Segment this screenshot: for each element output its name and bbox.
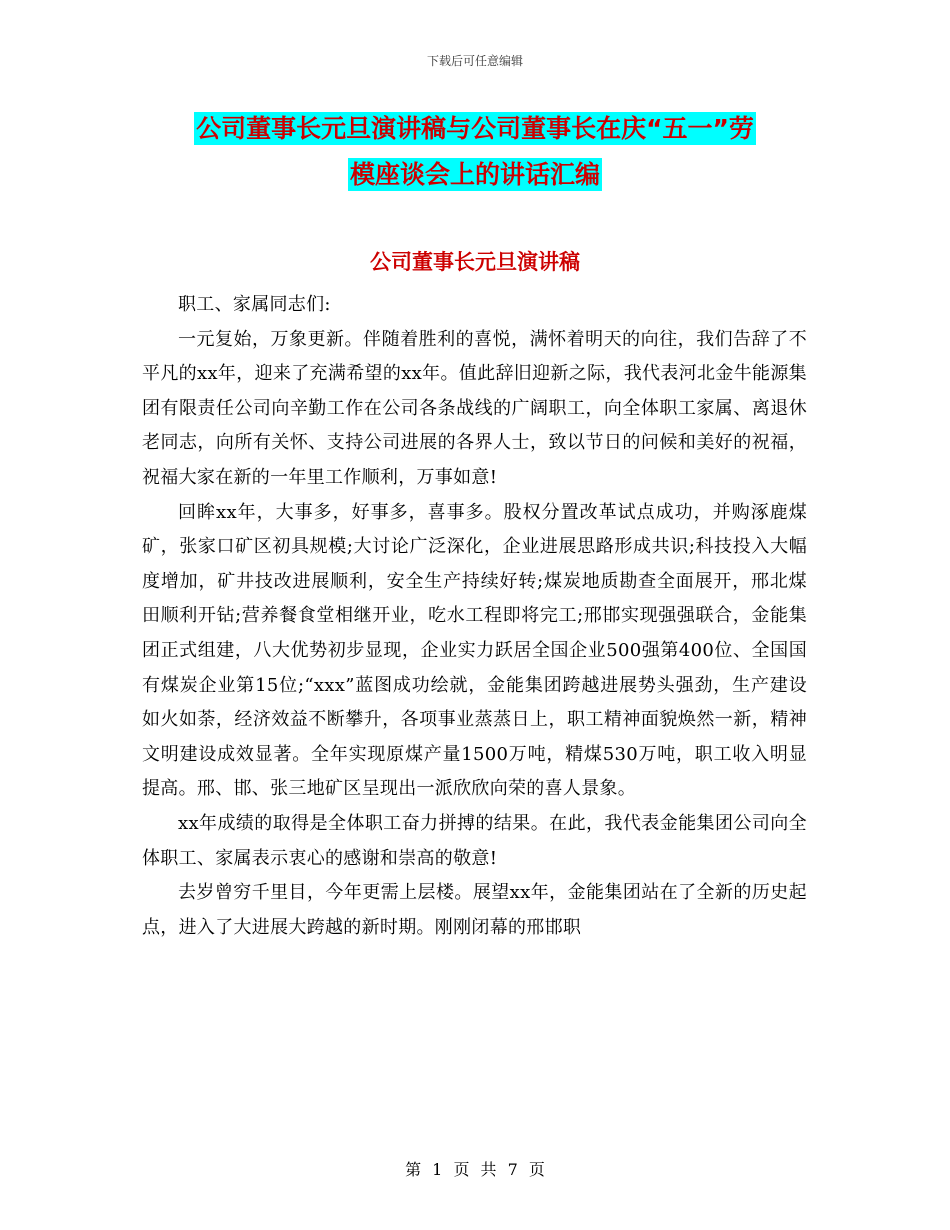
page-footer: 第 1 页 共 7 页 [405, 1160, 545, 1179]
page-header-note: 下载后可任意编辑 [426, 54, 523, 68]
paragraph-salutation: 职工、家属同志们: [178, 294, 331, 315]
paragraph: 回眸xx年，大事多，好事多，喜事多。股权分置改革试点成功，并购涿鹿煤矿，张家口矿区初具规模;大讨论广泛深化，企业进展思路形成共识;科技投入大幅度增加，矿井技改进展顺利，安全生产持续好转;煤炭地质勘查全面展开，邢北煤田顺利开钻;营养餐食堂相继开业，吃水工程即将完工;邢邯实现强强联合，金能集团正式组建，八大优势初步显现，企业实力跃居全国企业500强第400位、全国国有煤炭企业第15位;“xxx”蓝图成功绘就，金能集团跨越进展势头强劲，生产建设如火如荼，经济效益不断攀升，各项事业蒸蒸日上，职工精神面貌焕然一新，精神文明建设成效显著。全年实现原煤产量1500万吨，精煤530万吨，职工收入明显提高。邢、邯、张三地矿区呈现出一派欣欣向荣的喜人景象。 [142, 501, 807, 800]
document-title-line-1: 公司董事长元旦演讲稿与公司董事长在庆“五一”劳 [196, 114, 754, 143]
document-title [120, 106, 830, 198]
document-title-line-2: 模座谈会上的讲话汇编 [349, 160, 600, 189]
section-title: 公司董事长元旦演讲稿 [370, 250, 580, 274]
paragraph: 一元复始，万象更新。伴随着胜利的喜悦，满怀着明天的向往，我们告辞了不平凡的xx年，迎来了充满希望的xx年。值此辞旧迎新之际，我代表河北金牛能源集团有限责任公司向辛勤工作在公司各条战线的广阔职工，向全体职工家属、离退休老同志，向所有关怀、支持公司进展的各界人士，致以节日的问候和美好的祝福，祝福大家在新的一年里工作顺利，万事如意! [142, 328, 807, 488]
paragraph: xx年成绩的取得是全体职工奋力拼搏的结果。在此，我代表金能集团公司向全体职工、家属表示衷心的感谢和崇高的敬意! [142, 812, 807, 869]
document-body [142, 288, 807, 945]
paragraph: 去岁曾穷千里目，今年更需上层楼。展望xx年，金能集团站在了全新的历史起点，进入了大进展大跨越的新时期。刚刚闭幕的邢邯职 [142, 882, 807, 938]
